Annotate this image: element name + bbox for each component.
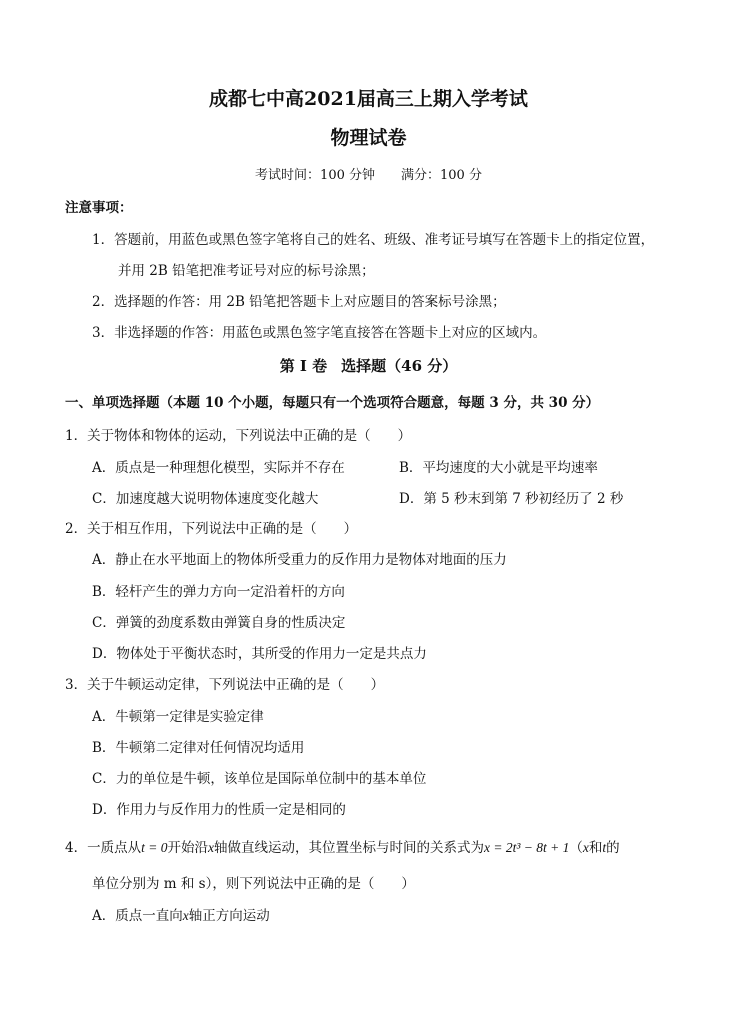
question-4-option-a: A．质点一直向x轴正方向运动 <box>92 908 270 924</box>
exam-title: 成都七中高2021届高三上期入学考试 <box>209 88 528 110</box>
section-subtitle: 选择题（46 分） <box>341 357 458 375</box>
exam-time: 考试时间：100 分钟 <box>255 168 375 183</box>
math-t-equals-0: t = 0 <box>141 840 168 855</box>
question-3-option-b: B．牛顿第二定律对任何情况均适用 <box>92 740 305 756</box>
question-1-option-b: B．平均速度的大小就是平均速率 <box>399 460 598 476</box>
question-3-stem: 3．关于牛顿运动定律，下列说法中正确的是（ ） <box>65 677 385 693</box>
position-formula: x = 2t³ − 8t + 1 <box>483 840 570 855</box>
question-3-option-a: A．牛顿第一定律是实验定律 <box>92 709 264 725</box>
exam-subject: 物理试卷 <box>330 127 407 149</box>
exam-meta <box>0 164 737 183</box>
question-2-option-c: C．弹簧的劲度系数由弹簧自身的性质决定 <box>92 615 346 631</box>
question-3-option-d: D．作用力与反作用力的性质一定是相同的 <box>92 802 346 818</box>
section-heading <box>0 355 737 376</box>
notice-item-3: 3．非选择题的作答：用蓝色或黑色签字笔直接答在答题卡上对应的区域内。 <box>92 325 547 341</box>
question-1-option-a: A．质点是一种理想化模型，实际并不存在 <box>92 460 345 476</box>
question-1-stem: 1．关于物体和物体的运动，下列说法中正确的是（ ） <box>65 428 412 444</box>
question-1-option-d: D．第 5 秒末到第 7 秒初经历了 2 秒 <box>399 491 624 507</box>
math-x: x <box>207 840 214 855</box>
exam-score: 满分：100 分 <box>401 168 482 183</box>
question-2-option-a: A．静止在水平地面上的物体所受重力的反作用力是物体对地面的压力 <box>92 552 507 568</box>
question-4-stem: 4．一质点从t = 0开始沿x轴做直线运动，其位置坐标与时间的关系式为x = 2t³ − 8t + 1（x和t的 <box>65 840 620 856</box>
part-heading: 一、单项选择题（本题 10 个小题，每题只有一个选项符合题意，每题 3 分，共 30 分） <box>65 395 600 411</box>
section-title: 第 I 卷 <box>279 357 328 375</box>
notice-heading: 注意事项： <box>65 200 133 216</box>
question-2-option-d: D．物体处于平衡状态时，其所受的作用力一定是共点力 <box>92 646 427 662</box>
notice-item-1-cont: 并用 2B 铅笔把准考证号对应的标号涂黑； <box>118 263 375 279</box>
question-2-option-b: B．轻杆产生的弹力方向一定沿着杆的方向 <box>92 584 345 600</box>
question-2-stem: 2．关于相互作用，下列说法中正确的是（ ） <box>65 521 358 537</box>
notice-item-1: 1．答题前，用蓝色或黑色签字笔将自己的姓名、班级、准考证号填写在答题卡上的指定位置， <box>92 232 655 248</box>
question-3-option-c: C．力的单位是牛顿，该单位是国际单位制中的基本单位 <box>92 771 427 787</box>
question-1-option-c: C．加速度越大说明物体速度变化越大 <box>92 491 319 507</box>
notice-item-2: 2．选择题的作答：用 2B 铅笔把答题卡上对应题目的答案标号涂黑； <box>92 294 506 310</box>
question-4-stem-cont: 单位分别为 m 和 s），则下列说法中正确的是（ ） <box>92 876 415 892</box>
